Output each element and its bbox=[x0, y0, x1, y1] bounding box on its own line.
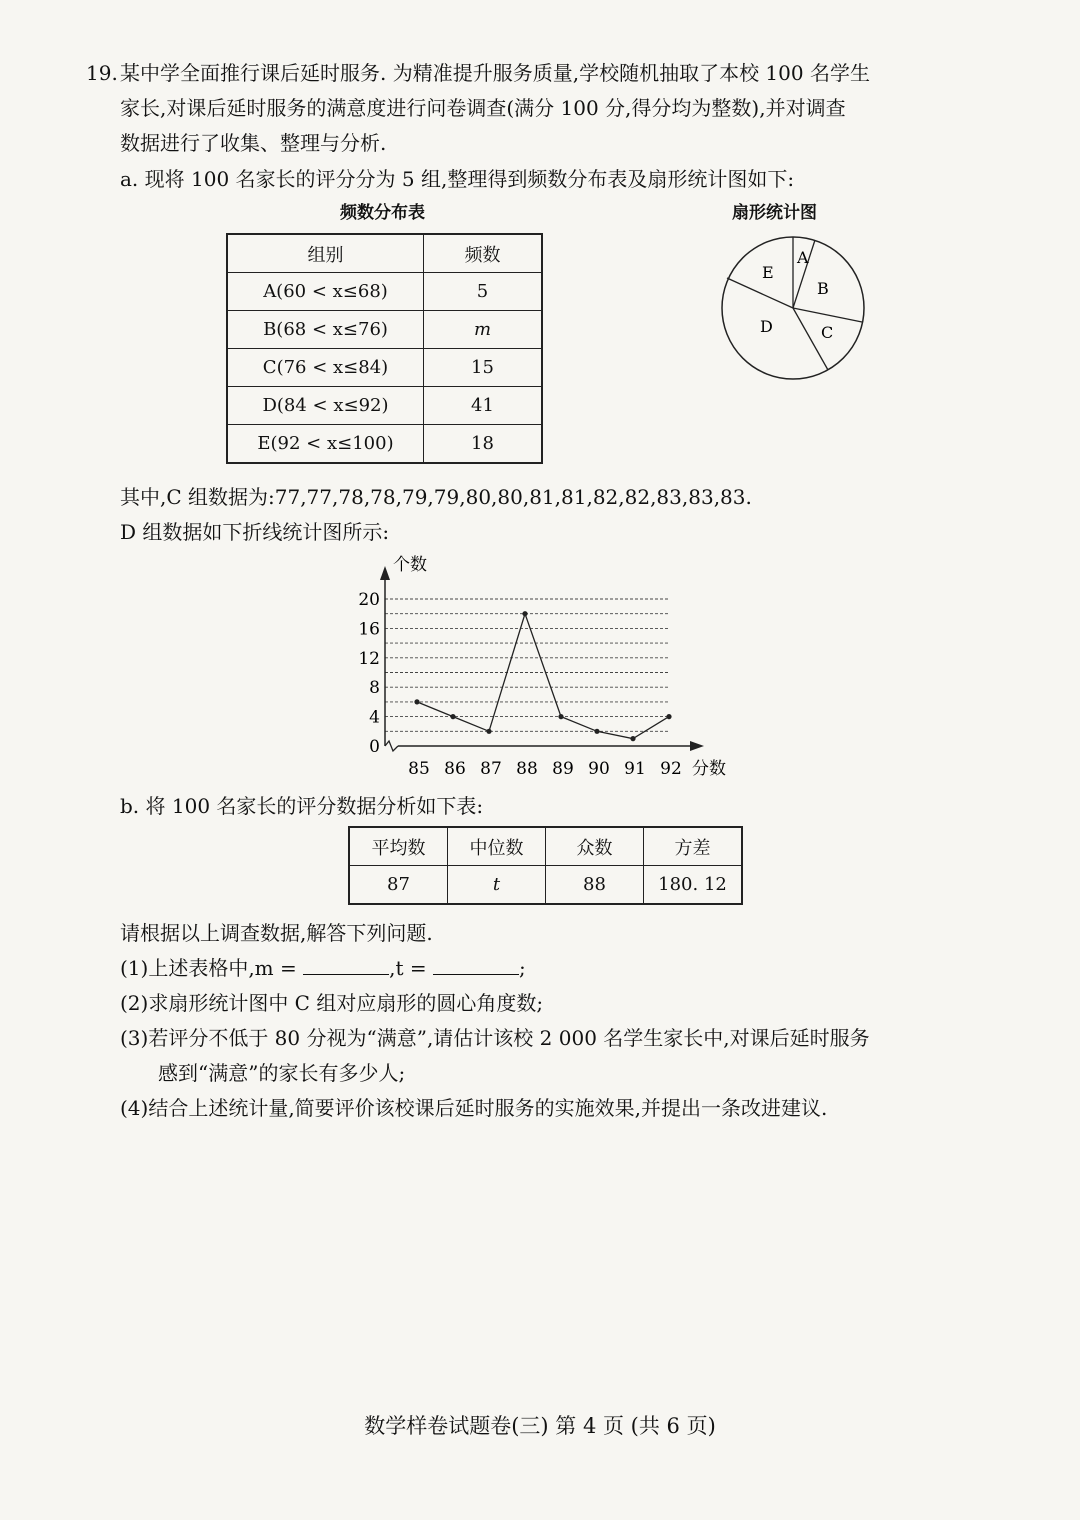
row-group: B(68 < x≤76) bbox=[227, 311, 424, 349]
data-point bbox=[522, 611, 527, 616]
value-mean: 87 bbox=[349, 866, 448, 905]
row-count: 15 bbox=[424, 349, 543, 387]
row-group: C(76 < x≤84) bbox=[227, 349, 424, 387]
header-group: 组别 bbox=[227, 234, 424, 273]
answer-blank-t[interactable] bbox=[433, 956, 519, 975]
row-group: D(84 < x≤92) bbox=[227, 387, 424, 425]
header-count: 频数 bbox=[424, 234, 543, 273]
row-count: 5 bbox=[424, 273, 543, 311]
q1-part-a: (1)上述表格中,m = bbox=[120, 956, 297, 980]
x-axis-arrow bbox=[690, 741, 704, 751]
question-intro-line-3: 数据进行了收集、整理与分析. bbox=[120, 131, 387, 155]
question-number: 19. bbox=[86, 61, 118, 85]
pie-label-b: B bbox=[817, 279, 829, 298]
table-header-row bbox=[349, 827, 742, 866]
header-variance: 方差 bbox=[644, 827, 743, 866]
data-point bbox=[450, 714, 455, 719]
page-footer: 数学样卷试题卷(三) 第 4 页 (共 6 页) bbox=[364, 1414, 716, 1438]
part-a-text: a. 现将 100 名家长的评分分为 5 组,整理得到频数分布表及扇形统计图如下: bbox=[120, 167, 795, 191]
x-tick-label: 92 bbox=[660, 759, 682, 779]
data-point bbox=[594, 729, 599, 734]
y-tick-label: 20 bbox=[358, 590, 380, 610]
data-point bbox=[414, 699, 419, 704]
pie-chart-caption: 扇形统计图 bbox=[732, 203, 817, 223]
d-group-intro-text: D 组数据如下折线统计图所示: bbox=[120, 520, 390, 544]
x-tick-label: 91 bbox=[624, 759, 646, 779]
row-group: E(92 < x≤100) bbox=[227, 425, 424, 464]
x-tick-label: 88 bbox=[516, 759, 538, 779]
axis-break-mark bbox=[385, 741, 398, 751]
y-tick-label: 8 bbox=[369, 678, 380, 699]
pie-label-a: A bbox=[797, 248, 809, 267]
value-mode: 88 bbox=[546, 866, 644, 905]
sub-question-4: (4)结合上述统计量,简要评价该校课后延时服务的实施效果,并提出一条改进建议. bbox=[120, 1096, 828, 1120]
prompt-text: 请根据以上调查数据,解答下列问题. bbox=[120, 921, 433, 945]
pie-label-e: E bbox=[762, 263, 774, 282]
series-line bbox=[417, 614, 669, 739]
sub-question-3-line-2: 感到“满意”的家长有多少人; bbox=[158, 1061, 406, 1085]
row-count: 18 bbox=[424, 425, 543, 464]
freq-table-caption: 频数分布表 bbox=[340, 203, 425, 223]
header-mode: 众数 bbox=[546, 827, 644, 866]
data-point bbox=[558, 714, 563, 719]
x-axis-label: 分数 bbox=[692, 759, 726, 779]
q1-part-b: ,t = bbox=[389, 956, 427, 980]
pie-label-c: C bbox=[821, 323, 834, 342]
x-tick-label: 85 bbox=[408, 759, 430, 779]
c-group-data-text: 其中,C 组数据为:77,77,78,78,79,79,80,80,81,81,82,82,83,83,83. bbox=[120, 485, 752, 509]
y-tick-label: 4 bbox=[369, 707, 380, 728]
q1-part-c: ; bbox=[519, 956, 526, 980]
x-tick-label: 86 bbox=[444, 759, 466, 779]
statistics-table bbox=[348, 826, 743, 905]
x-tick-label: 90 bbox=[588, 759, 610, 779]
question-intro-line-1: 某中学全面推行课后延时服务. 为精准提升服务质量,学校随机抽取了本校 100 名学生 bbox=[120, 61, 870, 85]
value-variance: 180. 12 bbox=[644, 866, 743, 905]
data-point bbox=[630, 736, 635, 741]
x-tick-label: 87 bbox=[480, 759, 502, 779]
y-axis-arrow bbox=[380, 566, 390, 580]
y-tick-label: 12 bbox=[358, 648, 380, 669]
data-point bbox=[486, 729, 491, 734]
row-group: A(60 < x≤68) bbox=[227, 273, 424, 311]
table-row bbox=[349, 866, 742, 905]
y-tick-label: 0 bbox=[369, 737, 380, 757]
row-count: m bbox=[424, 311, 543, 349]
row-count: 41 bbox=[424, 387, 543, 425]
header-mean: 平均数 bbox=[349, 827, 448, 866]
part-b-text: b. 将 100 名家长的评分数据分析如下表: bbox=[120, 794, 484, 818]
answer-blank-m[interactable] bbox=[303, 956, 389, 975]
header-median: 中位数 bbox=[448, 827, 546, 866]
value-median: t bbox=[448, 866, 546, 905]
y-tick-label: 16 bbox=[358, 619, 380, 640]
pie-label-d: D bbox=[760, 317, 773, 336]
sub-question-1 bbox=[120, 955, 526, 981]
x-tick-label: 89 bbox=[552, 759, 574, 779]
sub-question-3-line-1: (3)若评分不低于 80 分视为“满意”,请估计该校 2 000 名学生家长中,对课后延时服务 bbox=[120, 1026, 870, 1050]
y-axis-label: 个数 bbox=[393, 555, 427, 575]
data-point bbox=[666, 714, 671, 719]
sub-question-2: (2)求扇形统计图中 C 组对应扇形的圆心角度数; bbox=[120, 991, 544, 1015]
question-intro-line-2: 家长,对课后延时服务的满意度进行问卷调查(满分 100 分,得分均为整数),并对调查 bbox=[120, 96, 846, 120]
